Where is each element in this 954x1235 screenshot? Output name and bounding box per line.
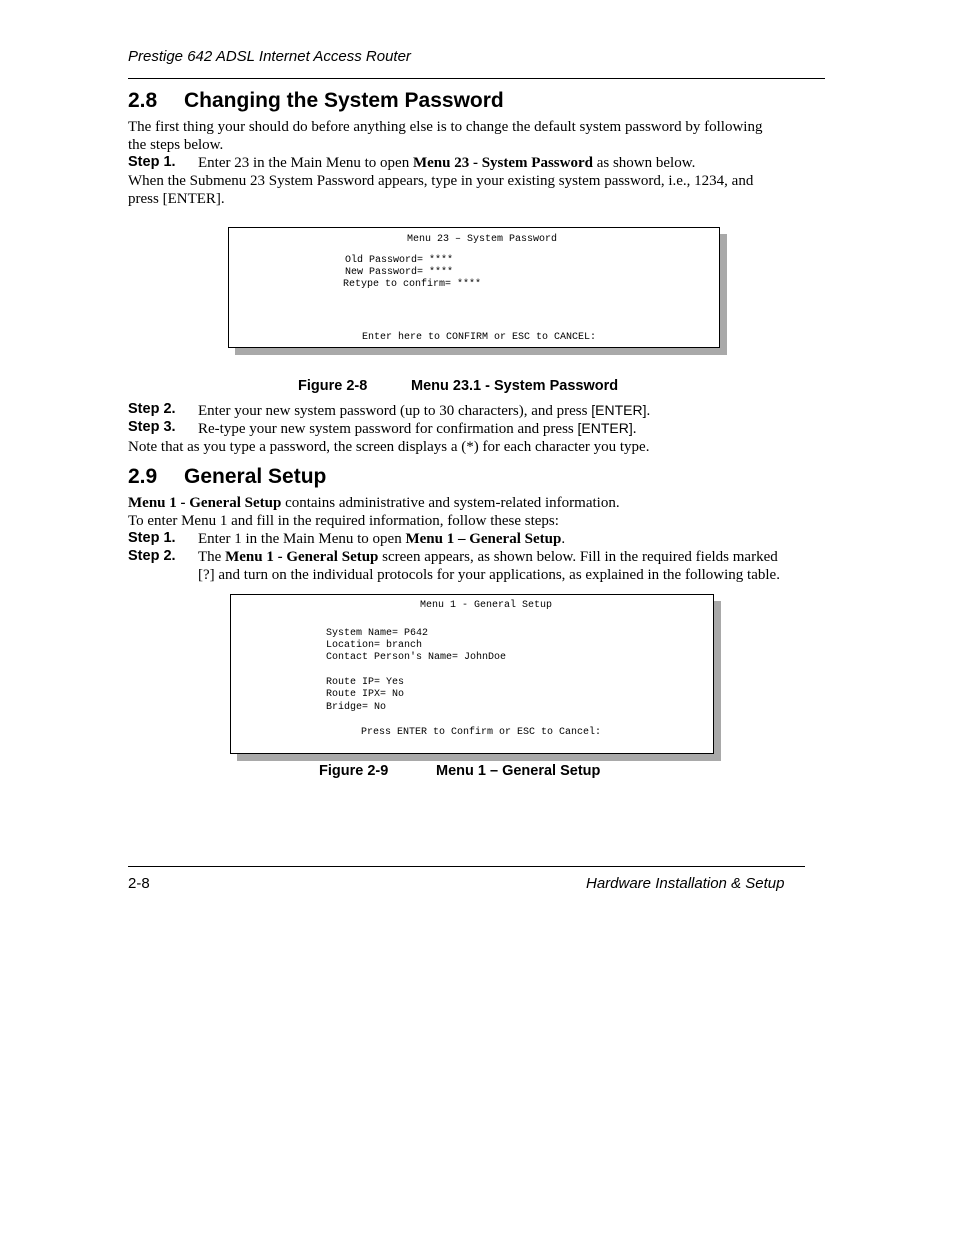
intro-paragraph	[128, 118, 808, 154]
intro-paragraph: To enter Menu 1 and fill in the required information, follow these steps:	[128, 513, 559, 529]
system-password-screen	[228, 227, 720, 348]
menu-name: Menu 1 - General Setup	[225, 549, 379, 565]
general-setup-screen	[230, 594, 714, 754]
header-rule	[128, 78, 825, 79]
new-password-field: New Password= ****	[345, 267, 454, 278]
bridge-field: Bridge= No	[326, 702, 387, 713]
screen-prompt: Press ENTER to Confirm or ESC to Cancel:	[361, 727, 602, 738]
figure-title: Menu 23.1 - System Password	[411, 378, 619, 394]
screen-title: Menu 1 - General Setup	[420, 600, 553, 611]
old-password-field: Old Password= ****	[345, 255, 454, 266]
chapter-title: Hardware Installation & Setup	[586, 875, 785, 892]
step-text-part: Re-type your new system password for confirmation and press	[198, 421, 578, 437]
location-field: Location= branch	[326, 640, 423, 651]
footer-rule	[128, 866, 805, 867]
step-text-part: Enter your new system password (up to 30 characters), and press	[198, 403, 592, 419]
menu-name: Menu 1 – General Setup	[405, 531, 562, 547]
step-text	[198, 548, 818, 584]
intro-line: the steps below.	[128, 137, 224, 153]
step-label: Step 2.	[128, 548, 176, 564]
system-name-field: System Name= P642	[326, 628, 429, 639]
screen-title: Menu 23 – System Password	[407, 234, 558, 245]
note-text: Note that as you type a password, the screen displays a (*) for each character you type.	[128, 439, 650, 455]
intro-line: The first thing your should do before anything else is to change the default system password by following	[128, 119, 763, 135]
running-header: Prestige 642 ADSL Internet Access Router	[128, 48, 411, 65]
paragraph-line: press [ENTER].	[128, 191, 225, 207]
section-heading-2-9	[128, 465, 326, 489]
step-label: Step 2.	[128, 401, 176, 417]
route-ip-field: Route IP= Yes	[326, 677, 405, 688]
step-text-part: Enter 23 in the Main Menu to open	[198, 155, 413, 171]
menu-name: Menu 1 - General Setup	[128, 495, 282, 511]
figure-label: Figure 2-9	[319, 763, 389, 779]
step-text	[198, 419, 636, 438]
key-name: [ENTER]	[591, 402, 647, 418]
section-number: 2.9	[128, 465, 158, 488]
figure-label: Figure 2-8	[298, 378, 368, 394]
step-text	[198, 530, 565, 548]
section-heading-2-8	[128, 89, 504, 113]
route-ipx-field: Route IPX= No	[326, 689, 405, 700]
step-text-part: .	[561, 531, 566, 547]
paragraph-line: When the Submenu 23 System Password appears, type in your existing system password, i.e., 1234, and	[128, 173, 754, 189]
intro-text: contains administrative and system-related information.	[281, 495, 620, 511]
step-label: Step 3.	[128, 419, 176, 435]
screen-prompt: Enter here to CONFIRM or ESC to CANCEL:	[362, 332, 597, 343]
step-text-part: .	[646, 403, 651, 419]
step-text	[198, 401, 650, 420]
step-line: [?] and turn on the individual protocols for your applications, as explained in the following table.	[198, 567, 780, 583]
section-title: General Setup	[184, 465, 327, 488]
step-line	[198, 548, 818, 566]
step-text-part: as shown below.	[592, 155, 696, 171]
intro-paragraph	[128, 494, 620, 512]
contact-field: Contact Person's Name= JohnDoe	[326, 652, 507, 663]
section-title: Changing the System Password	[184, 89, 504, 112]
step-text-part: The	[198, 549, 226, 565]
step-text-part: Enter 1 in the Main Menu to open	[198, 531, 406, 547]
step-text	[198, 154, 695, 172]
step-label: Step 1.	[128, 154, 176, 170]
key-name: [ENTER]	[577, 420, 633, 436]
step-text-part: .	[632, 421, 637, 437]
figure-title: Menu 1 – General Setup	[436, 763, 601, 779]
page-number: 2-8	[128, 875, 150, 892]
section-number: 2.8	[128, 89, 158, 112]
step-label: Step 1.	[128, 530, 176, 546]
instruction-paragraph	[128, 172, 808, 208]
menu-name: Menu 23 - System Password	[412, 155, 593, 171]
step-text-part: screen appears, as shown below. Fill in the required fields marked	[378, 549, 778, 565]
retype-password-field: Retype to confirm= ****	[343, 279, 482, 290]
